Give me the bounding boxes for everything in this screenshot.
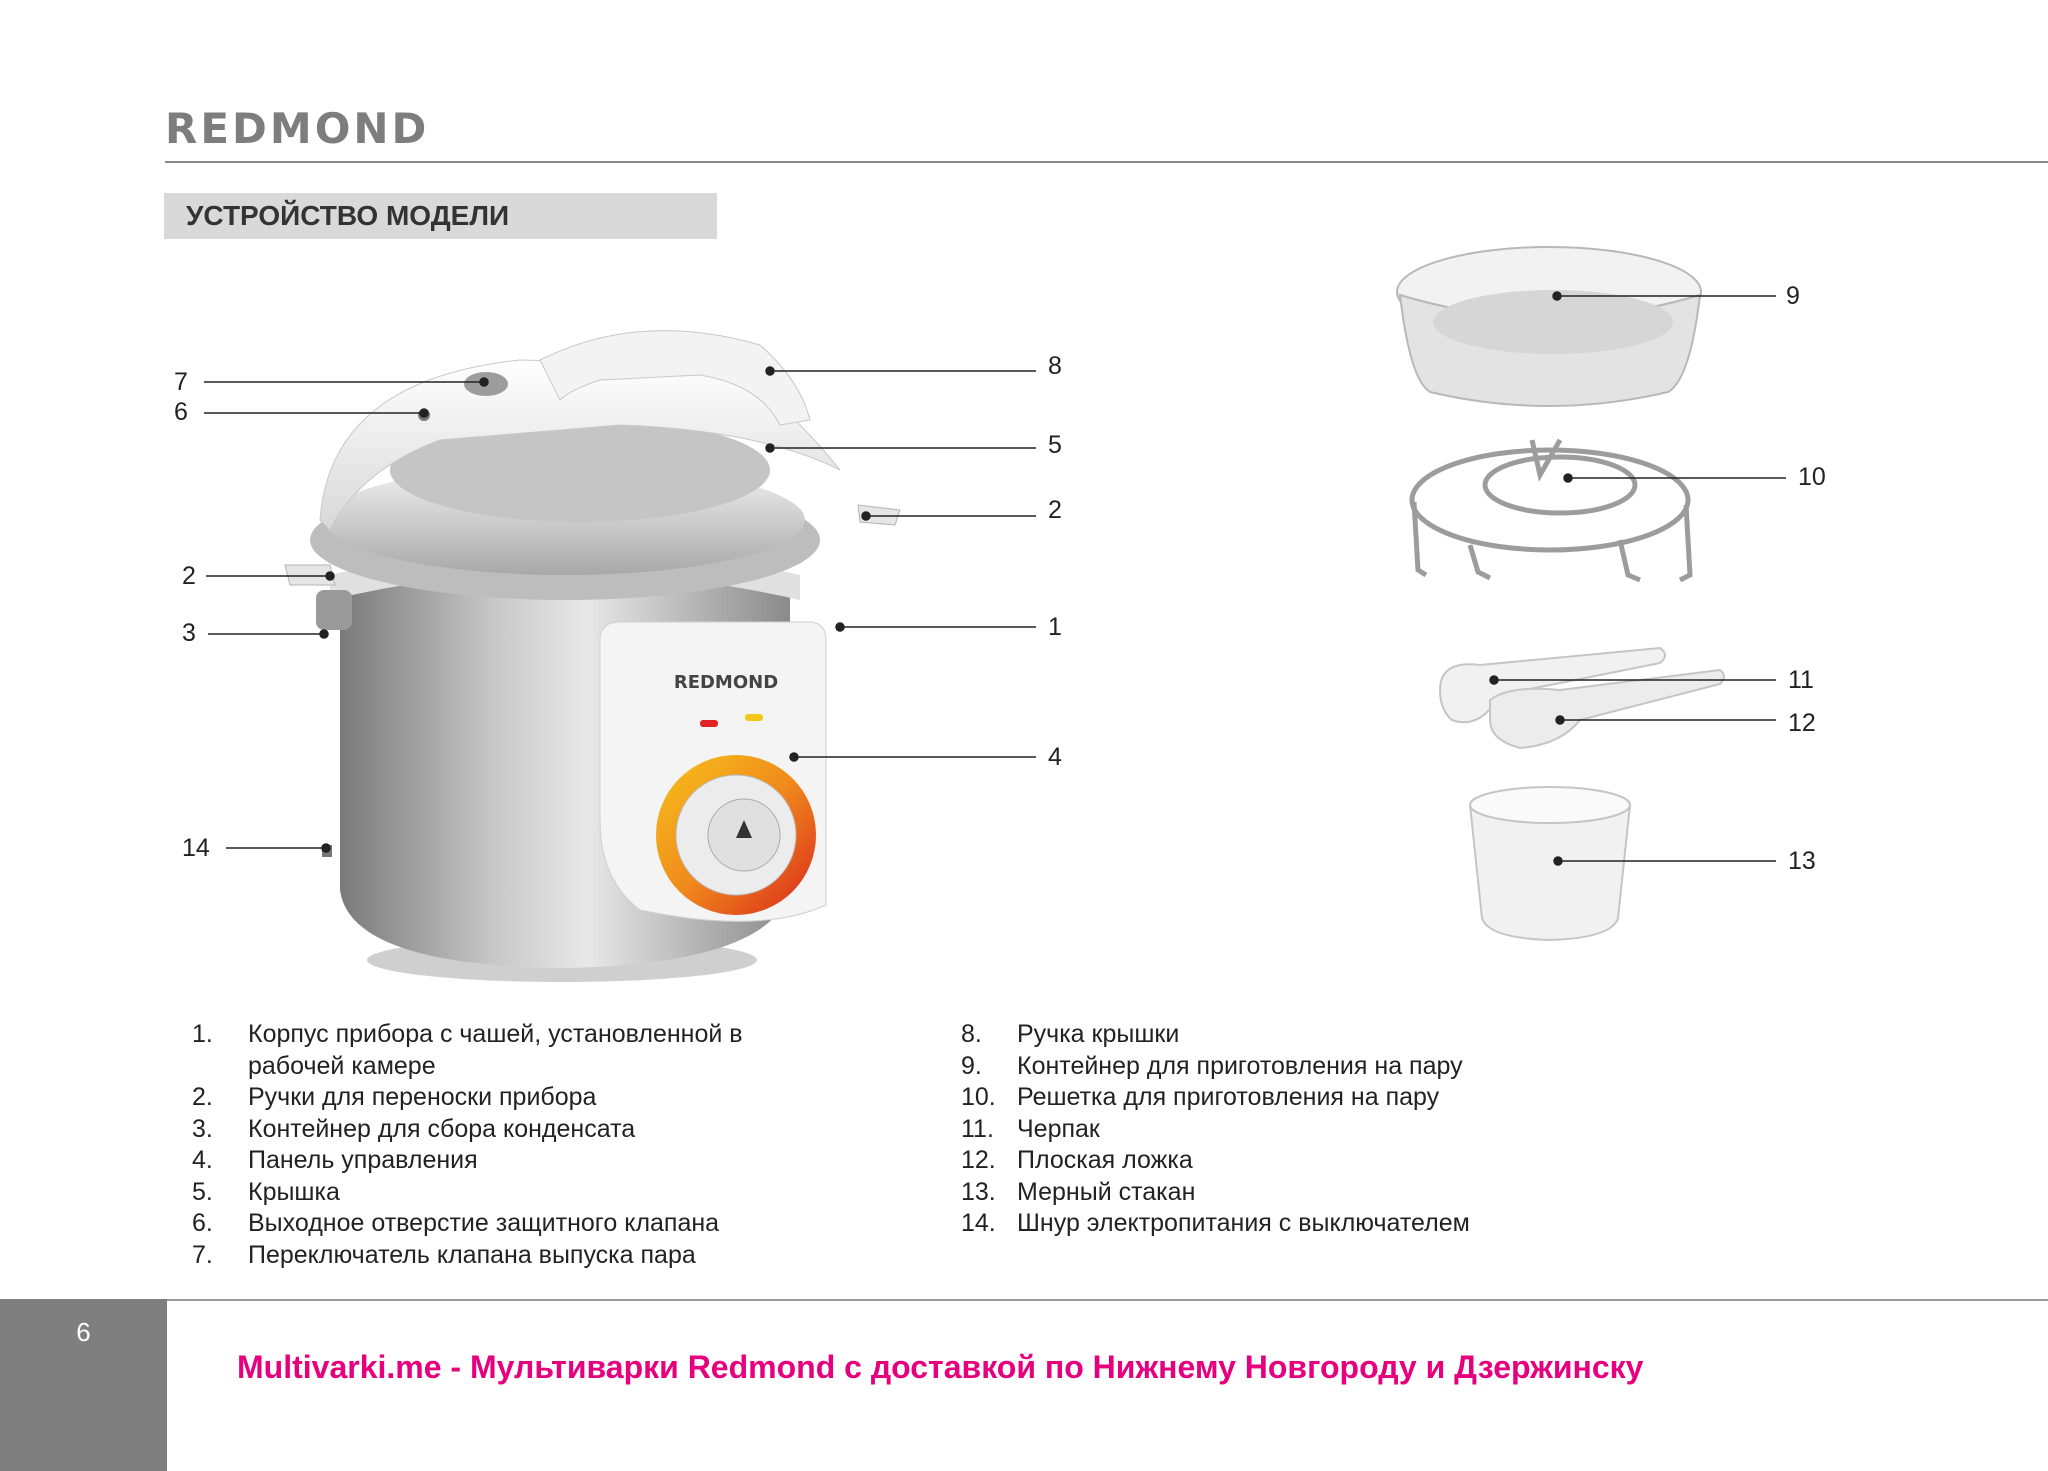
callout-13: 13	[1788, 847, 1816, 875]
section-title: УСТРОЙСТВО МОДЕЛИ	[164, 193, 717, 239]
legend-text: Черпак	[1017, 1114, 1100, 1143]
legend-item	[961, 1208, 1661, 1240]
callout-2-right: 2	[1048, 496, 1062, 524]
callout-1: 1	[1048, 613, 1062, 641]
parts-legend-left	[192, 1019, 812, 1271]
legend-number: 3.	[192, 1114, 213, 1143]
legend-number: 6.	[192, 1209, 213, 1237]
legend-item	[961, 1082, 1661, 1114]
legend-text: Ручки для переноски прибора	[248, 1083, 597, 1111]
multicooker-illustration	[285, 331, 900, 982]
callout-7: 7	[174, 368, 188, 396]
legend-number: 11.	[961, 1114, 994, 1143]
legend-text: Мерный стакан	[1017, 1177, 1196, 1206]
legend-text: Решетка для приготовления на пару	[1017, 1083, 1440, 1111]
callout-2-left: 2	[182, 562, 196, 590]
page-number-tab	[0, 1299, 167, 1471]
legend-text: Контейнер для приготовления на пару	[1017, 1051, 1463, 1080]
legend-text: Контейнер для сбора конденсата	[248, 1114, 636, 1143]
legend-item	[192, 1177, 812, 1209]
legend-number: 9.	[961, 1051, 982, 1080]
callout-9: 9	[1786, 282, 1800, 310]
callout-3: 3	[182, 619, 196, 647]
legend-number: 2.	[192, 1083, 213, 1111]
parts-legend-right	[961, 1019, 1661, 1240]
legend-number: 1.	[192, 1020, 213, 1048]
legend-item	[192, 1240, 812, 1272]
footer-divider	[0, 1299, 2048, 1301]
callout-10: 10	[1798, 463, 1826, 491]
callout-8: 8	[1048, 352, 1062, 380]
legend-number: 4.	[192, 1146, 213, 1174]
panel-brand-label: REDMOND	[673, 672, 779, 693]
condensate-container	[316, 590, 352, 630]
legend-text: Панель управления	[248, 1146, 478, 1174]
legend-number: 5.	[192, 1177, 213, 1206]
steamer-container-illustration	[1397, 247, 1701, 406]
callout-4: 4	[1048, 743, 1062, 771]
legend-item	[192, 1145, 812, 1177]
legend-number: 8.	[961, 1020, 982, 1048]
legend-item	[961, 1177, 1661, 1209]
legend-number: 14.	[961, 1209, 996, 1237]
callout-5: 5	[1048, 431, 1062, 459]
measuring-cup-illustration	[1470, 787, 1630, 940]
legend-item	[192, 1082, 812, 1114]
utensils-illustration	[1440, 648, 1724, 748]
callout-12: 12	[1788, 709, 1816, 737]
legend-item	[192, 1208, 812, 1240]
legend-item	[961, 1051, 1661, 1083]
legend-number: 7.	[192, 1240, 213, 1269]
callout-11: 11	[1788, 666, 1814, 694]
steam-rack-illustration	[1412, 440, 1690, 580]
legend-text: Крышка	[248, 1177, 340, 1206]
legend-text: Переключатель клапана выпуска пара	[248, 1240, 696, 1269]
legend-item	[192, 1114, 812, 1146]
heat-indicator	[700, 720, 718, 727]
legend-text: Плоская ложка	[1017, 1146, 1193, 1174]
legend-text: Ручка крышки	[1017, 1020, 1180, 1048]
footer-banner: Multivarki.me - Мультиварки Redmond с доставкой по Нижнему Новгороду и Дзержинску	[237, 1349, 1644, 1385]
legend-number: 13.	[961, 1177, 996, 1206]
brand-logo: REDMOND	[165, 104, 430, 153]
legend-item	[961, 1145, 1661, 1177]
callout-6: 6	[174, 398, 188, 426]
pressure-indicator	[745, 714, 763, 721]
legend-number: 12.	[961, 1146, 996, 1174]
legend-item	[961, 1114, 1661, 1146]
callout-14: 14	[182, 834, 210, 862]
legend-text: Корпус прибора с чашей, установленной в рабочей камере	[248, 1020, 743, 1080]
page-number: 6	[76, 1317, 91, 1347]
legend-text: Выходное отверстие защитного клапана	[248, 1209, 720, 1237]
legend-number: 10.	[961, 1083, 996, 1111]
legend-item	[192, 1019, 812, 1082]
legend-text: Шнур электропитания с выключателем	[1017, 1209, 1470, 1237]
legend-item	[961, 1019, 1661, 1051]
